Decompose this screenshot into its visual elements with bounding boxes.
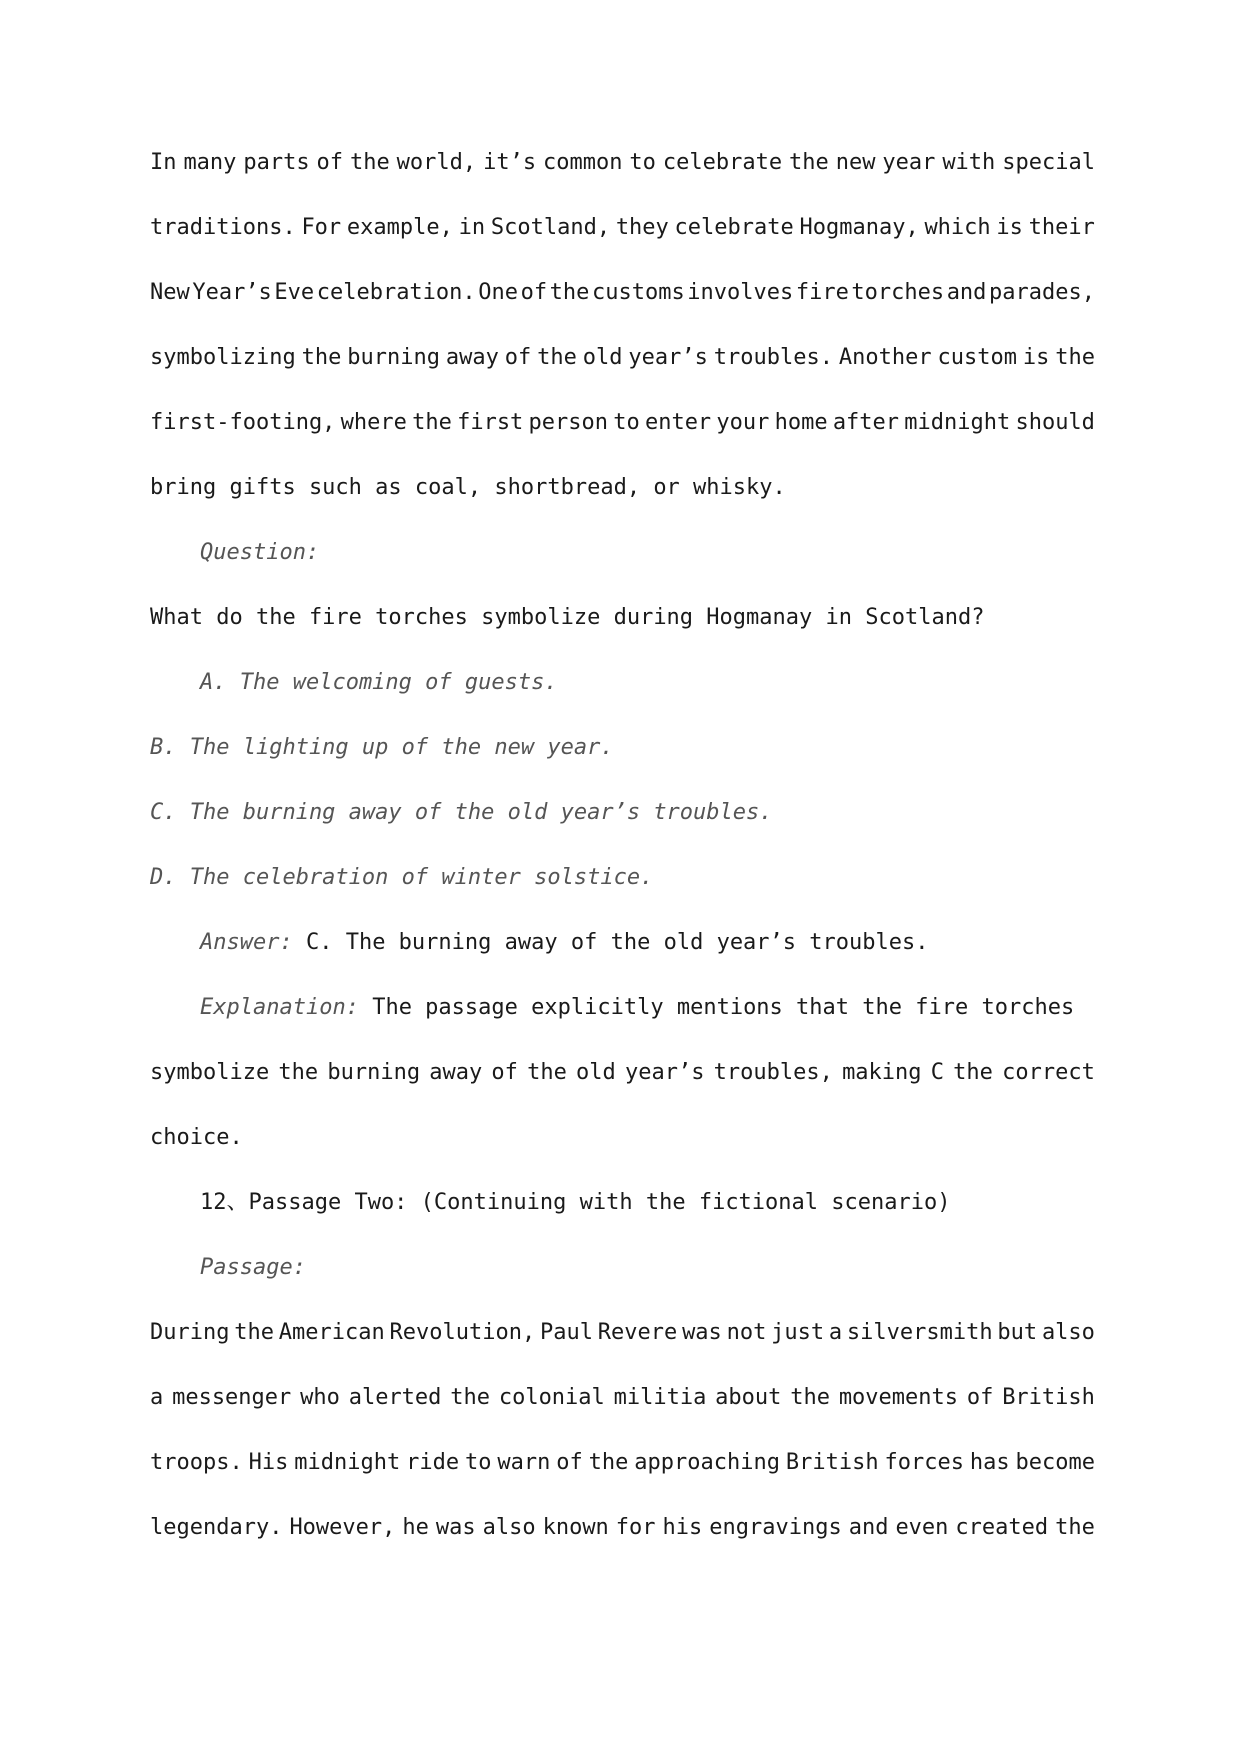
word: the [1055, 1515, 1095, 1540]
word: year’s [624, 1060, 705, 1085]
passage-two-line [150, 1300, 1095, 1365]
word: a [150, 1385, 164, 1410]
word: year [882, 150, 936, 175]
word: the [234, 1320, 275, 1345]
word: militia [613, 1385, 707, 1410]
word: During [150, 1320, 230, 1345]
word: midnight [294, 1450, 401, 1475]
question-label-line [150, 520, 1095, 585]
passage-two-line [150, 1495, 1095, 1560]
word: British [1002, 1385, 1095, 1410]
word: the [301, 345, 342, 370]
word: example, [346, 215, 453, 240]
question-text: What do the fire torches symbolize during Hogmanay in Scotland? [150, 605, 985, 630]
word: celebrate [674, 215, 794, 240]
option-d-line [150, 845, 1095, 910]
word: the [1055, 345, 1095, 370]
word: away [429, 1060, 483, 1085]
word: even [895, 1515, 949, 1540]
word: involves [687, 280, 794, 305]
word: customs [591, 280, 685, 305]
word: to [464, 1450, 492, 1475]
word: for [615, 1515, 656, 1540]
word: who [300, 1385, 340, 1410]
word: person [528, 410, 609, 435]
word: your [716, 410, 770, 435]
option-b-line [150, 715, 1095, 780]
word: traditions. [150, 215, 296, 240]
word: should [1015, 410, 1095, 435]
word: making [842, 1060, 922, 1085]
passage-two-line [150, 1365, 1095, 1430]
word: which [924, 215, 991, 240]
section-12-heading: 12、Passage Two: (Continuing with the fictional scenario) [200, 1190, 951, 1215]
option-d: D. The celebration of winter solstice. [150, 865, 654, 890]
word: first-footing, [150, 410, 336, 435]
word: home [774, 410, 828, 435]
word: silversmith [846, 1320, 993, 1345]
word: torches [851, 280, 945, 305]
word: midnight [904, 410, 1011, 435]
word: has [969, 1450, 1010, 1475]
word: with [942, 150, 996, 175]
word: also [482, 1515, 536, 1540]
word: the [549, 280, 590, 305]
word: but [997, 1320, 1038, 1345]
word: and [848, 1515, 889, 1540]
word: enter [644, 410, 712, 435]
passage-one-line [150, 260, 1095, 325]
question-label: Question: [200, 540, 320, 565]
passage-label: Passage: [200, 1255, 306, 1280]
word: the [537, 345, 577, 370]
explanation-text-3: choice. [150, 1125, 243, 1150]
word: burning [327, 1060, 421, 1085]
word: it’s [483, 150, 537, 175]
answer-line [150, 910, 1095, 975]
word: correct [1002, 1060, 1095, 1085]
word: Revere [597, 1320, 678, 1345]
word: the [588, 1450, 629, 1475]
word: the [789, 150, 829, 175]
word: many [183, 150, 237, 175]
word: One [478, 280, 518, 305]
word: created [955, 1515, 1049, 1540]
word: of [316, 150, 344, 175]
word: of [556, 1450, 583, 1475]
word: of [504, 345, 532, 370]
word: is [996, 215, 1023, 240]
word: parades, [989, 280, 1095, 305]
word: warn [497, 1450, 551, 1475]
word: they [615, 215, 669, 240]
word: was [435, 1515, 476, 1540]
word: in [458, 215, 486, 240]
word: troubles. [713, 345, 833, 370]
answer-label: Answer: [200, 930, 293, 955]
passage-two-line [150, 1430, 1095, 1495]
word: away [445, 345, 499, 370]
word: is [1022, 345, 1050, 370]
word: troops. [150, 1450, 243, 1475]
word: known [542, 1515, 609, 1540]
word: Eve [274, 280, 315, 305]
word: also [1041, 1320, 1095, 1345]
option-a-line [150, 650, 1095, 715]
word: and [946, 280, 987, 305]
word: ride [406, 1450, 460, 1475]
word: of [491, 1060, 518, 1085]
word: Year’s [192, 280, 272, 305]
explanation-line-2 [150, 1040, 1095, 1105]
word: engravings [709, 1515, 842, 1540]
word: was [682, 1320, 722, 1345]
word: the [790, 1385, 830, 1410]
question-text-line [150, 585, 1095, 650]
option-c: C. The burning away of the old year’s troubles. [150, 800, 773, 825]
word: alerted [348, 1385, 442, 1410]
word: approaching [634, 1450, 780, 1475]
word: the [349, 150, 390, 175]
word: colonial [498, 1385, 605, 1410]
passage-one-line [150, 195, 1095, 260]
option-b: B. The lighting up of the new year. [150, 735, 614, 760]
word: the [412, 410, 452, 435]
answer-text: C. The burning away of the old year’s troubles. [305, 930, 929, 955]
word: In [150, 150, 177, 175]
word: Revolution, [389, 1320, 536, 1345]
word: become [1015, 1450, 1095, 1475]
word: their [1028, 215, 1095, 240]
explanation-label: Explanation: [200, 995, 359, 1020]
passage-one-line [150, 325, 1095, 390]
word: about [715, 1385, 782, 1410]
word: not [726, 1320, 767, 1345]
word: a [828, 1320, 843, 1345]
section-12-heading-line [150, 1170, 1095, 1235]
word: of [520, 280, 548, 305]
word: American [278, 1320, 385, 1345]
word: fire [795, 280, 849, 305]
word: common [543, 150, 623, 175]
passage-two [150, 1300, 1095, 1560]
word: after [832, 410, 900, 435]
word: messenger [172, 1385, 292, 1410]
word: his [662, 1515, 703, 1540]
word: Hogmanay, [799, 215, 919, 240]
word: the [450, 1385, 490, 1410]
word: to [613, 410, 640, 435]
word: Scotland, [490, 215, 611, 240]
word: parts [243, 150, 310, 175]
passage-one-line [150, 130, 1095, 195]
word: old [576, 1060, 616, 1085]
word: celebrate [662, 150, 783, 175]
word: symbolize [150, 1060, 270, 1085]
explanation-line-3 [150, 1105, 1095, 1170]
word: to [629, 150, 656, 175]
word: of [966, 1385, 994, 1410]
document-page [150, 130, 1095, 1560]
word: Another [838, 345, 932, 370]
word: the [278, 1060, 319, 1085]
word: special [1002, 150, 1095, 175]
word: the [953, 1060, 993, 1085]
word: world, [396, 150, 477, 175]
word: His [248, 1450, 289, 1475]
word: legendary. [150, 1515, 283, 1540]
word: celebration. [316, 280, 476, 305]
word: burning [347, 345, 440, 370]
word: movements [838, 1385, 959, 1410]
word: Paul [540, 1320, 594, 1345]
passage-one-line [150, 455, 1095, 520]
word: forces [884, 1450, 964, 1475]
explanation-line-1 [150, 975, 1095, 1040]
word: the [527, 1060, 567, 1085]
passage-one [150, 130, 1095, 520]
word: C [930, 1060, 944, 1085]
option-a: A. The welcoming of guests. [200, 670, 558, 695]
word: For [301, 215, 342, 240]
word: old [582, 345, 623, 370]
option-c-line [150, 780, 1095, 845]
word: symbolizing [150, 345, 296, 370]
word: New [150, 280, 190, 305]
passage-one-line [150, 390, 1095, 455]
word: However, [289, 1515, 396, 1540]
explanation-text-1: The passage explicitly mentions that the fire torches [372, 995, 1075, 1020]
word: new [835, 150, 876, 175]
word: where [340, 410, 407, 435]
word: just [771, 1320, 825, 1345]
passage-one-text: bring gifts such as coal, shortbread, or whisky. [150, 475, 786, 500]
word: troubles, [713, 1060, 833, 1085]
word: he [402, 1515, 429, 1540]
word: first [457, 410, 524, 435]
word: year’s [628, 345, 708, 370]
passage-label-line [150, 1235, 1095, 1300]
word: British [785, 1450, 879, 1475]
word: custom [937, 345, 1017, 370]
